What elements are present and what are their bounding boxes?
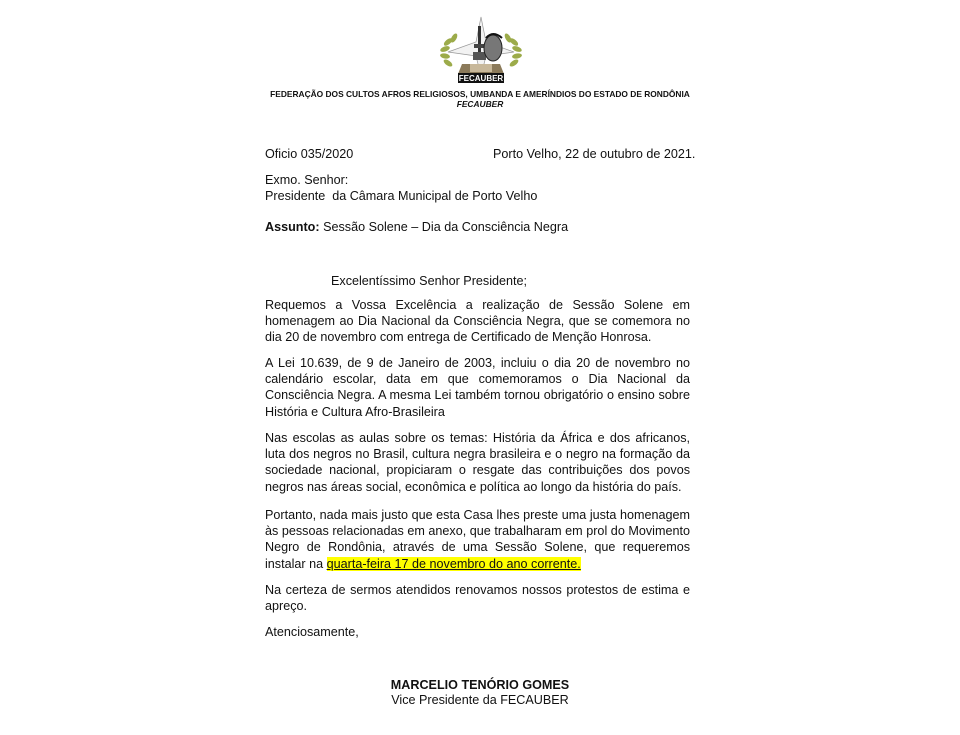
paragraph-3: Nas escolas as aulas sobre os temas: História da África e dos africanos, luta dos negros no Brasil, cultura negra brasileira e o negro na formação da sociedade nacional, propiciaram o resgate das contribuições dos povos negros nas áreas social, econômica e política ao longo da história do país. xyxy=(265,431,690,494)
logo-label: FECAUBER xyxy=(458,74,504,83)
subject-text: Sessão Solene – Dia da Consciência Negra xyxy=(319,220,569,234)
salutation-line-1: Exmo. Senhor: xyxy=(265,173,349,187)
organization-name: FEDERAÇÃO DOS CULTOS AFROS RELIGIOSOS, UMBANDA E AMERÍNDIOS DO ESTADO DE RONDÔNIA xyxy=(270,89,690,99)
greeting: Excelentíssimo Senhor Presidente; xyxy=(331,274,528,288)
place-date: Porto Velho, 22 de outubro de 2021. xyxy=(493,147,696,161)
signatory-title: Vice Presidente da FECAUBER xyxy=(391,693,569,707)
paragraph-4 xyxy=(265,507,690,572)
organization-short-name: FECAUBER xyxy=(456,99,504,109)
subject-label: Assunto: xyxy=(265,220,320,234)
subject-line xyxy=(265,219,568,235)
highlighted-date: quarta-feira 17 de novembro do ano corrente. xyxy=(326,556,581,571)
paragraph-2: A Lei 10.639, de 9 de Janeiro de 2003, incluiu o dia 20 de novembro no calendário escolar, data em que comemoramos o Dia Nacional da Consciência Negra. A mesma Lei também tornou obrigatório o ensino sobre História e Cultura Afro-Brasileira xyxy=(265,356,690,419)
salutation-line-2: Presidente da Câmara Municipal de Porto Velho xyxy=(265,189,538,203)
letter-reference: Oficio 035/2020 xyxy=(265,147,354,161)
closing: Atenciosamente, xyxy=(265,625,359,639)
signatory-name: MARCELIO TENÓRIO GOMES xyxy=(390,678,570,692)
paragraph-1: Requemos a Vossa Excelência a realização de Sessão Solene em homenagem ao Dia Nacional da Consciência Negra, que se comemora no dia 20 de novembro com entrega de Certificado de Menção Honrosa. xyxy=(265,298,690,345)
paragraph-5: Na certeza de sermos atendidos renovamos nossos protestos de estima e apreço. xyxy=(265,583,690,614)
paragraph-4-text: Portanto, nada mais justo que esta Casa lhes preste uma justa homenagem às pessoas relacionadas em anexo, que trabalharam em prol do Movimento Negro de Rondônia, através de uma Sessão Solene, que requeremos instalar na xyxy=(265,508,690,571)
fecauber-logo xyxy=(436,14,526,86)
